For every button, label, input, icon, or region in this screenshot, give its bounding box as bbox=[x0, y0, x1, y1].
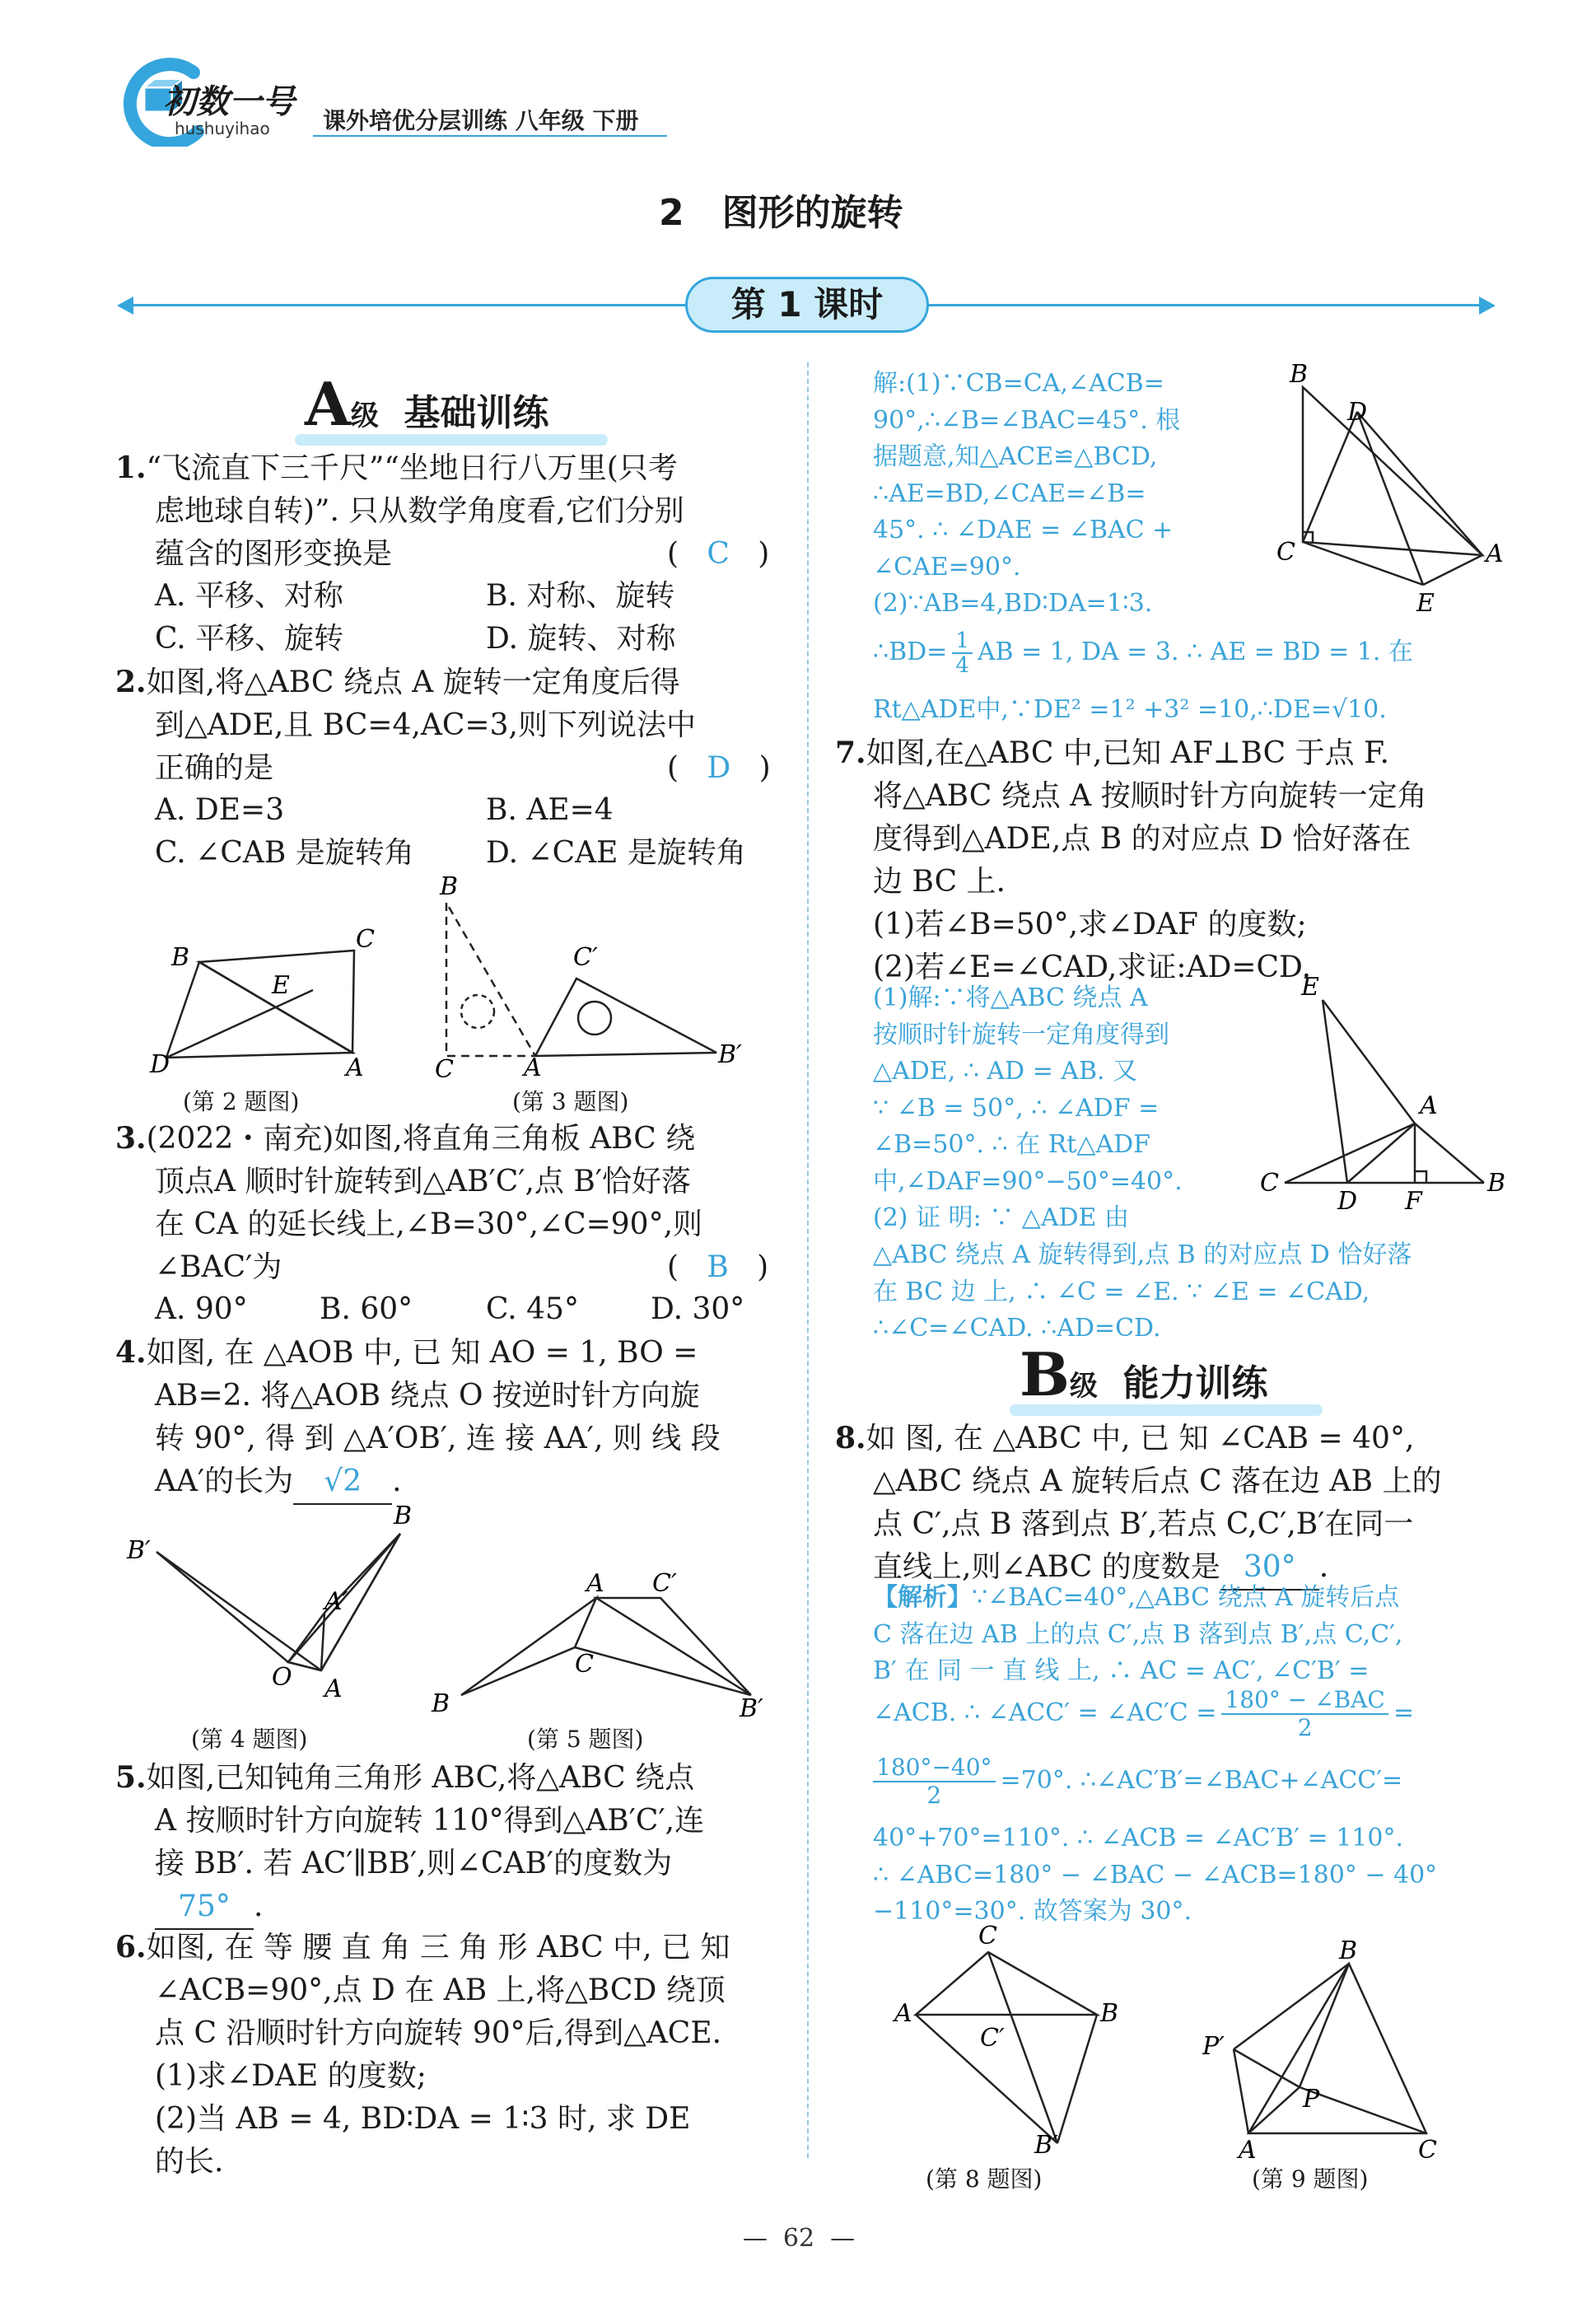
sol8-line-4 bbox=[873, 1687, 1507, 1741]
logo-pinyin: hushuyihao bbox=[175, 119, 270, 138]
q8-answer: 30° bbox=[1243, 1550, 1296, 1584]
q1-option-d: D. 旋转、对称 bbox=[486, 622, 676, 656]
q5-line-3: 接 BB′. 若 AC′∥BB′,则∠CAB′的度数为 bbox=[155, 1847, 673, 1880]
sol6-line-7: (2)∵AB=4,BD∶DA=1∶3. bbox=[873, 589, 1153, 618]
figure-4 bbox=[124, 1499, 436, 1713]
sol6-line-6: ∠CAE=90°. bbox=[873, 552, 1021, 582]
q6-line-5: (2)当 AB = 4, BD∶DA = 1∶3 时, 求 DE bbox=[155, 2102, 691, 2136]
q2-line-2: 到△ADE,且 BC=4,AC=3,则下列说法中 bbox=[155, 708, 696, 742]
sol6-last-line: Rt△ADE中,∵DE² =1² +3² =10,∴DE=√10. bbox=[873, 695, 1387, 724]
sol8-line-4a: ∠ACB. ∴ ∠ACC′ = ∠AC′C = bbox=[873, 1698, 1217, 1727]
fig8-label-c1: C′ bbox=[980, 2024, 1005, 2053]
fig8-label-c: C bbox=[978, 1922, 997, 1950]
q1-line-3: 蕴含的图形变换是 bbox=[155, 537, 393, 571]
sol6-line-3: 据题意,知△ACE≌△BCD, bbox=[873, 442, 1158, 471]
q3-line-1: (2022・南充)如图,将直角三角板 ABC 绕 bbox=[146, 1122, 696, 1156]
figure-3-caption: (第 3 题图) bbox=[512, 1088, 629, 1115]
figure-8 bbox=[889, 1922, 1153, 2161]
figure-6 bbox=[1260, 362, 1507, 626]
sol6-frac-num: 1 bbox=[952, 629, 973, 654]
q7-line-4: 边 BC 上. bbox=[873, 865, 1006, 899]
sol7-line-3: △ADE, ∴ AD = AB. 又 bbox=[873, 1057, 1138, 1086]
fig7-label-a: A bbox=[1420, 1091, 1438, 1120]
sol8-line-5 bbox=[873, 1754, 1507, 1809]
q3-option-d: D. 30° bbox=[651, 1292, 745, 1326]
fig6-label-a: A bbox=[1486, 540, 1504, 568]
figure-4-caption: (第 4 题图) bbox=[191, 1726, 308, 1753]
sol8-line-8: −110°=30°. 故答案为 30°. bbox=[873, 1897, 1192, 1926]
figure-2-caption: (第 2 题图) bbox=[183, 1088, 300, 1115]
q4-line-3: 转 90°, 得 到 △A′OB′, 连 接 AA′, 则 线 段 bbox=[155, 1422, 721, 1455]
fig4-label-a: A bbox=[324, 1675, 343, 1703]
sol7-line-4: ∵ ∠B = 50°, ∴ ∠ADF = bbox=[873, 1093, 1160, 1123]
q8-line-4: 直线上,则∠ABC 的度数是 bbox=[873, 1550, 1220, 1584]
q1-answer: C bbox=[707, 537, 730, 571]
figure-5 bbox=[422, 1565, 784, 1721]
q3-line-2: 顶点A 顺时针旋转到△AB′C′,点 B′恰好落 bbox=[155, 1165, 691, 1198]
fig8-label-a: A bbox=[894, 1999, 912, 2028]
fig2-label-b: B bbox=[171, 943, 190, 972]
sol8-frac1-num: 180° − ∠BAC bbox=[1221, 1687, 1388, 1715]
q7-line-1: 如图,在△ABC 中,已知 AF⊥BC 于点 F. bbox=[866, 736, 1389, 770]
q7-line-6: (2)若∠E=∠CAD,求证:AD=CD. bbox=[873, 951, 1312, 984]
q4-line-1: 如图, 在 △AOB 中, 已 知 AO = 1, BO = bbox=[146, 1336, 698, 1370]
q5-number: 5. bbox=[115, 1760, 147, 1795]
figure-9-caption: (第 9 题图) bbox=[1252, 2165, 1369, 2193]
header-rule bbox=[313, 135, 667, 137]
fig3-label-c: C bbox=[435, 1055, 454, 1079]
chapter-title bbox=[659, 183, 903, 236]
fig5-label-c1: C′ bbox=[652, 1569, 677, 1598]
q6-number: 6. bbox=[115, 1930, 147, 1964]
fig2-label-d: D bbox=[150, 1050, 170, 1079]
q3-option-b: B. 60° bbox=[320, 1292, 413, 1326]
q2-line-1: 如图,将△ABC 绕点 A 旋转一定角度后得 bbox=[146, 666, 680, 699]
fig6-label-d: D bbox=[1347, 398, 1368, 427]
question-5: 5.如图,已知钝角三角形 ABC,将△ABC 绕点 A 按顺时针方向旋转 110°得到△AB′C′,连 接 BB′. 若 AC′∥BB′,则∠CAB′的度数为 75° . bbox=[115, 1756, 774, 1930]
q8-number: 8. bbox=[835, 1421, 866, 1455]
fig9-label-b: B bbox=[1339, 1939, 1358, 1965]
sol6-frac-den: 4 bbox=[955, 653, 969, 678]
section-a-name: 基础训练 bbox=[404, 392, 549, 434]
q2-number: 2. bbox=[115, 665, 147, 699]
q3-option-c: C. 45° bbox=[486, 1292, 579, 1326]
q2-option-c: C. ∠CAB 是旋转角 bbox=[155, 836, 414, 870]
sol8-line-6: 40°+70°=110°. ∴ ∠ACB = ∠AC′B′ = 110°. bbox=[873, 1824, 1404, 1852]
sol7-line-6: 中,∠DAF=90°−50°=40°. bbox=[873, 1166, 1183, 1196]
figure-3 bbox=[428, 865, 766, 1079]
q2-option-b: B. AE=4 bbox=[486, 793, 614, 827]
sol6-line-5: 45°. ∴ ∠DAE = ∠BAC + bbox=[873, 516, 1174, 544]
fig5-label-b1: B′ bbox=[740, 1694, 763, 1721]
page-number-value: 62 bbox=[782, 2224, 815, 2253]
fig5-label-a: A bbox=[586, 1569, 604, 1598]
sol6-frac-post: AB = 1, DA = 3. ∴ AE = BD = 1. 在 bbox=[977, 638, 1413, 666]
lesson-badge bbox=[685, 277, 929, 333]
sol6-line-4: ∴AE=BD,∠CAE=∠B= bbox=[873, 479, 1146, 508]
sol8-line-7: ∴ ∠ABC=180° − ∠BAC − ∠ACB=180° − 40° bbox=[873, 1860, 1438, 1890]
sol8-line-3: B′ 在 同 一 直 线 上, ∴ AC = AC′, ∠C′B′ = bbox=[873, 1656, 1370, 1685]
fig3-label-c1: C′ bbox=[573, 943, 598, 972]
sol7-line-5: ∠B=50°. ∴ 在 Rt△ADF bbox=[873, 1130, 1150, 1159]
q1-option-c: C. 平移、旋转 bbox=[155, 622, 344, 656]
fig2-label-e: E bbox=[272, 971, 290, 1000]
fig6-label-b: B bbox=[1290, 362, 1309, 389]
q6-line-2: ∠ACB=90°,点 D 在 AB 上,将△BCD 绕顶 bbox=[155, 1974, 726, 2007]
section-b-name: 能力训练 bbox=[1122, 1362, 1268, 1404]
sol8-frac2-den: 2 bbox=[926, 1782, 942, 1809]
fig9-label-p: P bbox=[1303, 2085, 1320, 2114]
fig8-label-b1: B′ bbox=[1034, 2131, 1058, 2160]
q8-solution bbox=[873, 1580, 1507, 1690]
q7-number: 7. bbox=[835, 736, 866, 770]
q1-line-1: “飞流直下三千尺”“坐地日行八万里(只考 bbox=[146, 451, 678, 485]
sol8-tag: 【解析】 bbox=[873, 1583, 972, 1612]
fig9-label-a: A bbox=[1239, 2136, 1257, 2161]
section-b-header bbox=[1020, 1339, 1268, 1409]
q8-line-3: 点 C′,点 B 落到点 B′,若点 C,C′,B′在同一 bbox=[873, 1507, 1414, 1541]
q7-solution bbox=[873, 980, 1252, 1237]
arrow-left-icon bbox=[117, 297, 133, 315]
q3-answer: B bbox=[707, 1250, 729, 1284]
q8-line-2: △ABC 绕点 A 旋转后点 C 落在边 AB 上的 bbox=[873, 1464, 1442, 1498]
q6-line-4: (1)求∠DAE 的度数; bbox=[155, 2059, 427, 2093]
fig5-label-c: C bbox=[575, 1650, 594, 1679]
sol6-fraction-line bbox=[873, 629, 1499, 677]
sol8-line-5-text: =70°. ∴∠AC′B′=∠BAC+∠ACC′= bbox=[1000, 1766, 1403, 1795]
sol7-line-2: 按顺时针旋转一定角度得到 bbox=[873, 1020, 1169, 1049]
sol7-line-10: ∴∠C=∠CAD. ∴AD=CD. bbox=[873, 1314, 1161, 1343]
q8-line-1: 如 图, 在 △ABC 中, 已 知 ∠CAB = 40°, bbox=[866, 1422, 1415, 1455]
sol7-line-8: △ABC 绕点 A 旋转得到,点 B 的对应点 D 恰好落 bbox=[873, 1240, 1412, 1269]
q1-option-b: B. 对称、旋转 bbox=[486, 579, 675, 613]
figure-9 bbox=[1202, 1939, 1466, 2161]
q7-line-3: 度得到△ADE,点 B 的对应点 D 恰好落在 bbox=[873, 822, 1412, 856]
sol6-line-1: 解:(1)∵CB=CA,∠ACB= bbox=[873, 369, 1164, 398]
section-b-level: 级 bbox=[1069, 1370, 1098, 1403]
question-6 bbox=[115, 1926, 774, 2184]
fig5-label-b: B bbox=[432, 1689, 450, 1718]
fig2-label-a: A bbox=[346, 1053, 364, 1079]
question-2: 2.如图,将△ABC 绕点 A 旋转一定角度后得 到△ADE,且 BC=4,AC=3,则下列说法中 正确的是 ( D ) bbox=[115, 661, 774, 790]
q1-number: 1. bbox=[115, 451, 147, 485]
q4-number: 4. bbox=[115, 1335, 147, 1370]
q6-solution bbox=[873, 366, 1252, 623]
fig9-label-c: C bbox=[1418, 2136, 1437, 2161]
q3-number: 3. bbox=[115, 1121, 147, 1156]
arrow-right-icon bbox=[1479, 297, 1496, 315]
sol7-line-7: (2) 证 明: ∵ △ADE 由 bbox=[873, 1203, 1129, 1232]
question-4: 4.如图, 在 △AOB 中, 已 知 AO = 1, BO = AB=2. 将△AOB 绕点 O 按逆时针方向旋 转 90°, 得 到 △A′OB′, 连 接 AA′, 则 线 段 AA′的长为 √2 . bbox=[115, 1331, 774, 1505]
figure-7 bbox=[1252, 975, 1515, 1222]
fig6-label-e: E bbox=[1416, 589, 1435, 618]
question-1: 1.“飞流直下三千尺”“坐地日行八万里(只考 虑地球自转)”. 只从数学角度看,它们分别 蕴含的图形变换是 ( C ) bbox=[115, 446, 774, 576]
section-a-level: 级 bbox=[350, 399, 379, 432]
section-a-header bbox=[305, 369, 549, 439]
fig8-label-b: B bbox=[1100, 1999, 1119, 2028]
sol6-frac-pre: ∴BD= bbox=[873, 638, 948, 666]
fig7-label-f: F bbox=[1405, 1187, 1422, 1216]
fig7-label-d: D bbox=[1337, 1187, 1358, 1216]
fig4-label-b: B bbox=[394, 1502, 413, 1530]
q8-solution-end bbox=[873, 1820, 1507, 1931]
q6-line-1: 如图, 在 等 腰 直 角 三 角 形 ABC 中, 已 知 bbox=[146, 1931, 730, 1964]
q2-line-3: 正确的是 bbox=[155, 751, 274, 785]
q6-line-6: 的长. bbox=[155, 2145, 224, 2179]
sol8-frac2-num: 180°−40° bbox=[873, 1754, 996, 1782]
q4-line-4: AA′的长为 bbox=[155, 1464, 294, 1498]
fig9-label-p1: P′ bbox=[1202, 2032, 1225, 2061]
column-divider bbox=[807, 362, 809, 2158]
q4-line-2: AB=2. 将△AOB 绕点 O 按逆时针方向旋 bbox=[155, 1379, 700, 1413]
q2-answer: D bbox=[707, 751, 731, 785]
q7-solution-wide bbox=[873, 1237, 1507, 1348]
fig4-label-a1: A′ bbox=[324, 1587, 348, 1616]
series-title: 课外培优分层训练 八年级 下册 bbox=[323, 107, 639, 134]
fig4-label-b1: B′ bbox=[127, 1536, 151, 1565]
lesson-label: 第 1 课时 bbox=[730, 284, 884, 325]
fig6-label-c: C bbox=[1276, 538, 1295, 567]
chapter-name: 图形的旋转 bbox=[721, 192, 903, 234]
q3-option-a: A. 90° bbox=[155, 1292, 248, 1326]
chapter-number: 2 bbox=[659, 192, 684, 234]
q5-answer: 75° bbox=[178, 1890, 231, 1923]
fig3-label-b1: B′ bbox=[718, 1040, 742, 1069]
q5-line-2: A 按顺时针方向旋转 110°得到△AB′C′,连 bbox=[155, 1804, 705, 1838]
sol6-line-2: 90°,∴∠B=∠BAC=45°. 根 bbox=[873, 405, 1181, 435]
q7-line-5: (1)若∠B=50°,求∠DAF 的度数; bbox=[873, 908, 1307, 941]
q1-line-2: 虑地球自转)”. 只从数学角度看,它们分别 bbox=[155, 494, 684, 528]
q3-line-3: 在 CA 的延长线上,∠B=30°,∠C=90°,则 bbox=[155, 1208, 703, 1241]
page-number: — 62 — bbox=[742, 2224, 856, 2253]
q1-option-a: A. 平移、对称 bbox=[155, 579, 343, 613]
logo-title: 初数一号 bbox=[163, 83, 295, 121]
fig3-label-a: A bbox=[524, 1053, 542, 1079]
sol8-frac1-den: 2 bbox=[1297, 1714, 1313, 1741]
sol8-line-1: ∵∠BAC=40°,△ABC 绕点 A 旋转后点 bbox=[972, 1583, 1400, 1612]
question-7 bbox=[835, 731, 1510, 989]
q3-line-4: ∠BAC′为 bbox=[155, 1250, 282, 1284]
question-3: 3.(2022・南充)如图,将直角三角板 ABC 绕 顶点A 顺时针旋转到△AB′C′,点 B′恰好落 在 CA 的延长线上,∠B=30°,∠C=90°,则 ∠BAC′为 ( B ) bbox=[115, 1117, 774, 1289]
figure-8-caption: (第 8 题图) bbox=[926, 2165, 1043, 2193]
question-8: 8.如 图, 在 △ABC 中, 已 知 ∠CAB = 40°, △ABC 绕点 A 旋转后点 C 落在边 AB 上的 点 C′,点 B 落到点 B′,若点 C,C′,B′在同一 直线上,则∠ABC 的度数是 30° . bbox=[835, 1417, 1510, 1591]
q4-answer: √2 bbox=[324, 1464, 362, 1498]
figure-5-caption: (第 5 题图) bbox=[527, 1726, 644, 1753]
q6-line-3: 点 C 沿顺时针方向旋转 90°后,得到△ACE. bbox=[155, 2016, 722, 2050]
sol7-line-1: (1)解:∵将△ABC 绕点 A bbox=[873, 983, 1148, 1012]
q2-option-d: D. ∠CAE 是旋转角 bbox=[486, 836, 746, 870]
fig7-label-c: C bbox=[1260, 1169, 1279, 1198]
fig4-label-o: O bbox=[272, 1663, 292, 1692]
sol7-line-9: 在 BC 边 上, ∴ ∠C = ∠E. ∵ ∠E = ∠CAD, bbox=[873, 1277, 1370, 1306]
q2-option-a: A. DE=3 bbox=[155, 793, 285, 827]
q7-line-2: 将△ABC 绕点 A 按顺时针方向旋转一定角 bbox=[873, 779, 1427, 813]
fig7-label-b: B bbox=[1487, 1169, 1506, 1198]
fig7-label-e: E bbox=[1301, 975, 1319, 1002]
section-a-letter: A bbox=[305, 369, 351, 439]
fig2-label-c: C bbox=[356, 925, 375, 954]
q5-line-1: 如图,已知钝角三角形 ABC,将△ABC 绕点 bbox=[146, 1761, 695, 1795]
fig3-label-b: B bbox=[440, 872, 459, 901]
section-b-letter: B bbox=[1020, 1339, 1070, 1409]
figure-2 bbox=[148, 865, 395, 1079]
sol8-line-2: C 落在边 AB 上的点 C′,点 B 落到点 B′,点 C,C′, bbox=[873, 1619, 1403, 1649]
sol8-line-4b: = bbox=[1393, 1698, 1414, 1727]
